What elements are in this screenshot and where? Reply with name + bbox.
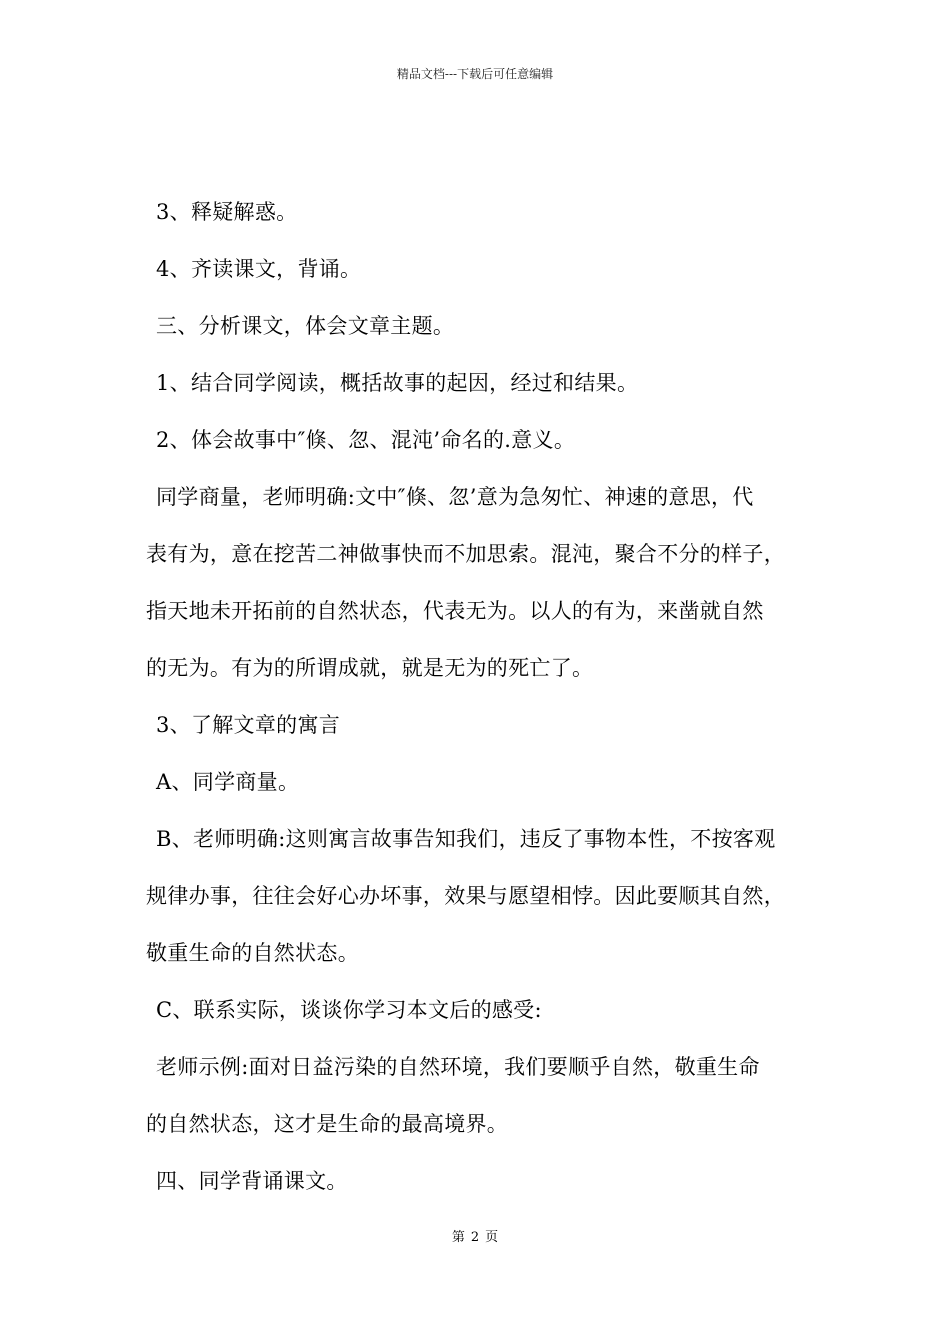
paragraph-line: A、同学商量。 — [156, 770, 300, 794]
paragraph-line: 老师示例:面对日益污染的自然环境，我们要顺乎自然，敬重生命 — [156, 1055, 760, 1079]
paragraph-line: 1、结合同学阅读，概括故事的起因，经过和结果。 — [156, 371, 639, 395]
paragraph-line: 3、释疑解惑。 — [156, 200, 298, 224]
paragraph-line: 表有为，意在挖苦二神做事快而不加思索。混沌，聚合不分的样子， — [146, 542, 785, 566]
paragraph-line: 规律办事，往往会好心办坏事，效果与愿望相悖。因此要顺其自然， — [146, 884, 785, 908]
paragraph-line: B、老师明确:这则寓言故事告知我们，违反了事物本性，不按客观 — [156, 827, 776, 851]
paragraph-line: 的无为。有为的所谓成就，就是无为的死亡了。 — [146, 656, 594, 680]
page-footer — [0, 1229, 950, 1247]
page-number-prefix: 第 — [451, 1230, 465, 1245]
paragraph-line: 4、齐读课文，背诵。 — [156, 257, 362, 281]
paragraph-line: 指天地未开拓前的自然状态，代表无为。以人的有为，来凿就自然 — [146, 599, 764, 623]
page-number-suffix: 页 — [485, 1230, 499, 1245]
document-body — [146, 184, 814, 1210]
paragraph-line: 敬重生命的自然状态。 — [146, 941, 359, 965]
page-header — [0, 66, 950, 82]
paragraph-line: 同学商量，老师明确:文中″倏、忽’意为急匆忙、神速的意思，代 — [156, 485, 754, 509]
section-heading: 三、分析课文，体会文章主题。 — [156, 314, 455, 338]
section-heading: 四、同学背诵课文。 — [156, 1169, 348, 1193]
paragraph-line: 2、体会故事中″倏、忽、混沌’命名的.意义。 — [156, 428, 576, 452]
header-text: 精品文档---下载后可任意编辑 — [396, 67, 554, 81]
paragraph-line: C、联系实际，谈谈你学习本文后的感受: — [156, 998, 542, 1022]
paragraph-line: 的自然状态，这才是生命的最高境界。 — [146, 1112, 509, 1136]
page-number: 2 — [470, 1230, 480, 1245]
paragraph-line: 3、了解文章的寓言 — [156, 713, 341, 737]
